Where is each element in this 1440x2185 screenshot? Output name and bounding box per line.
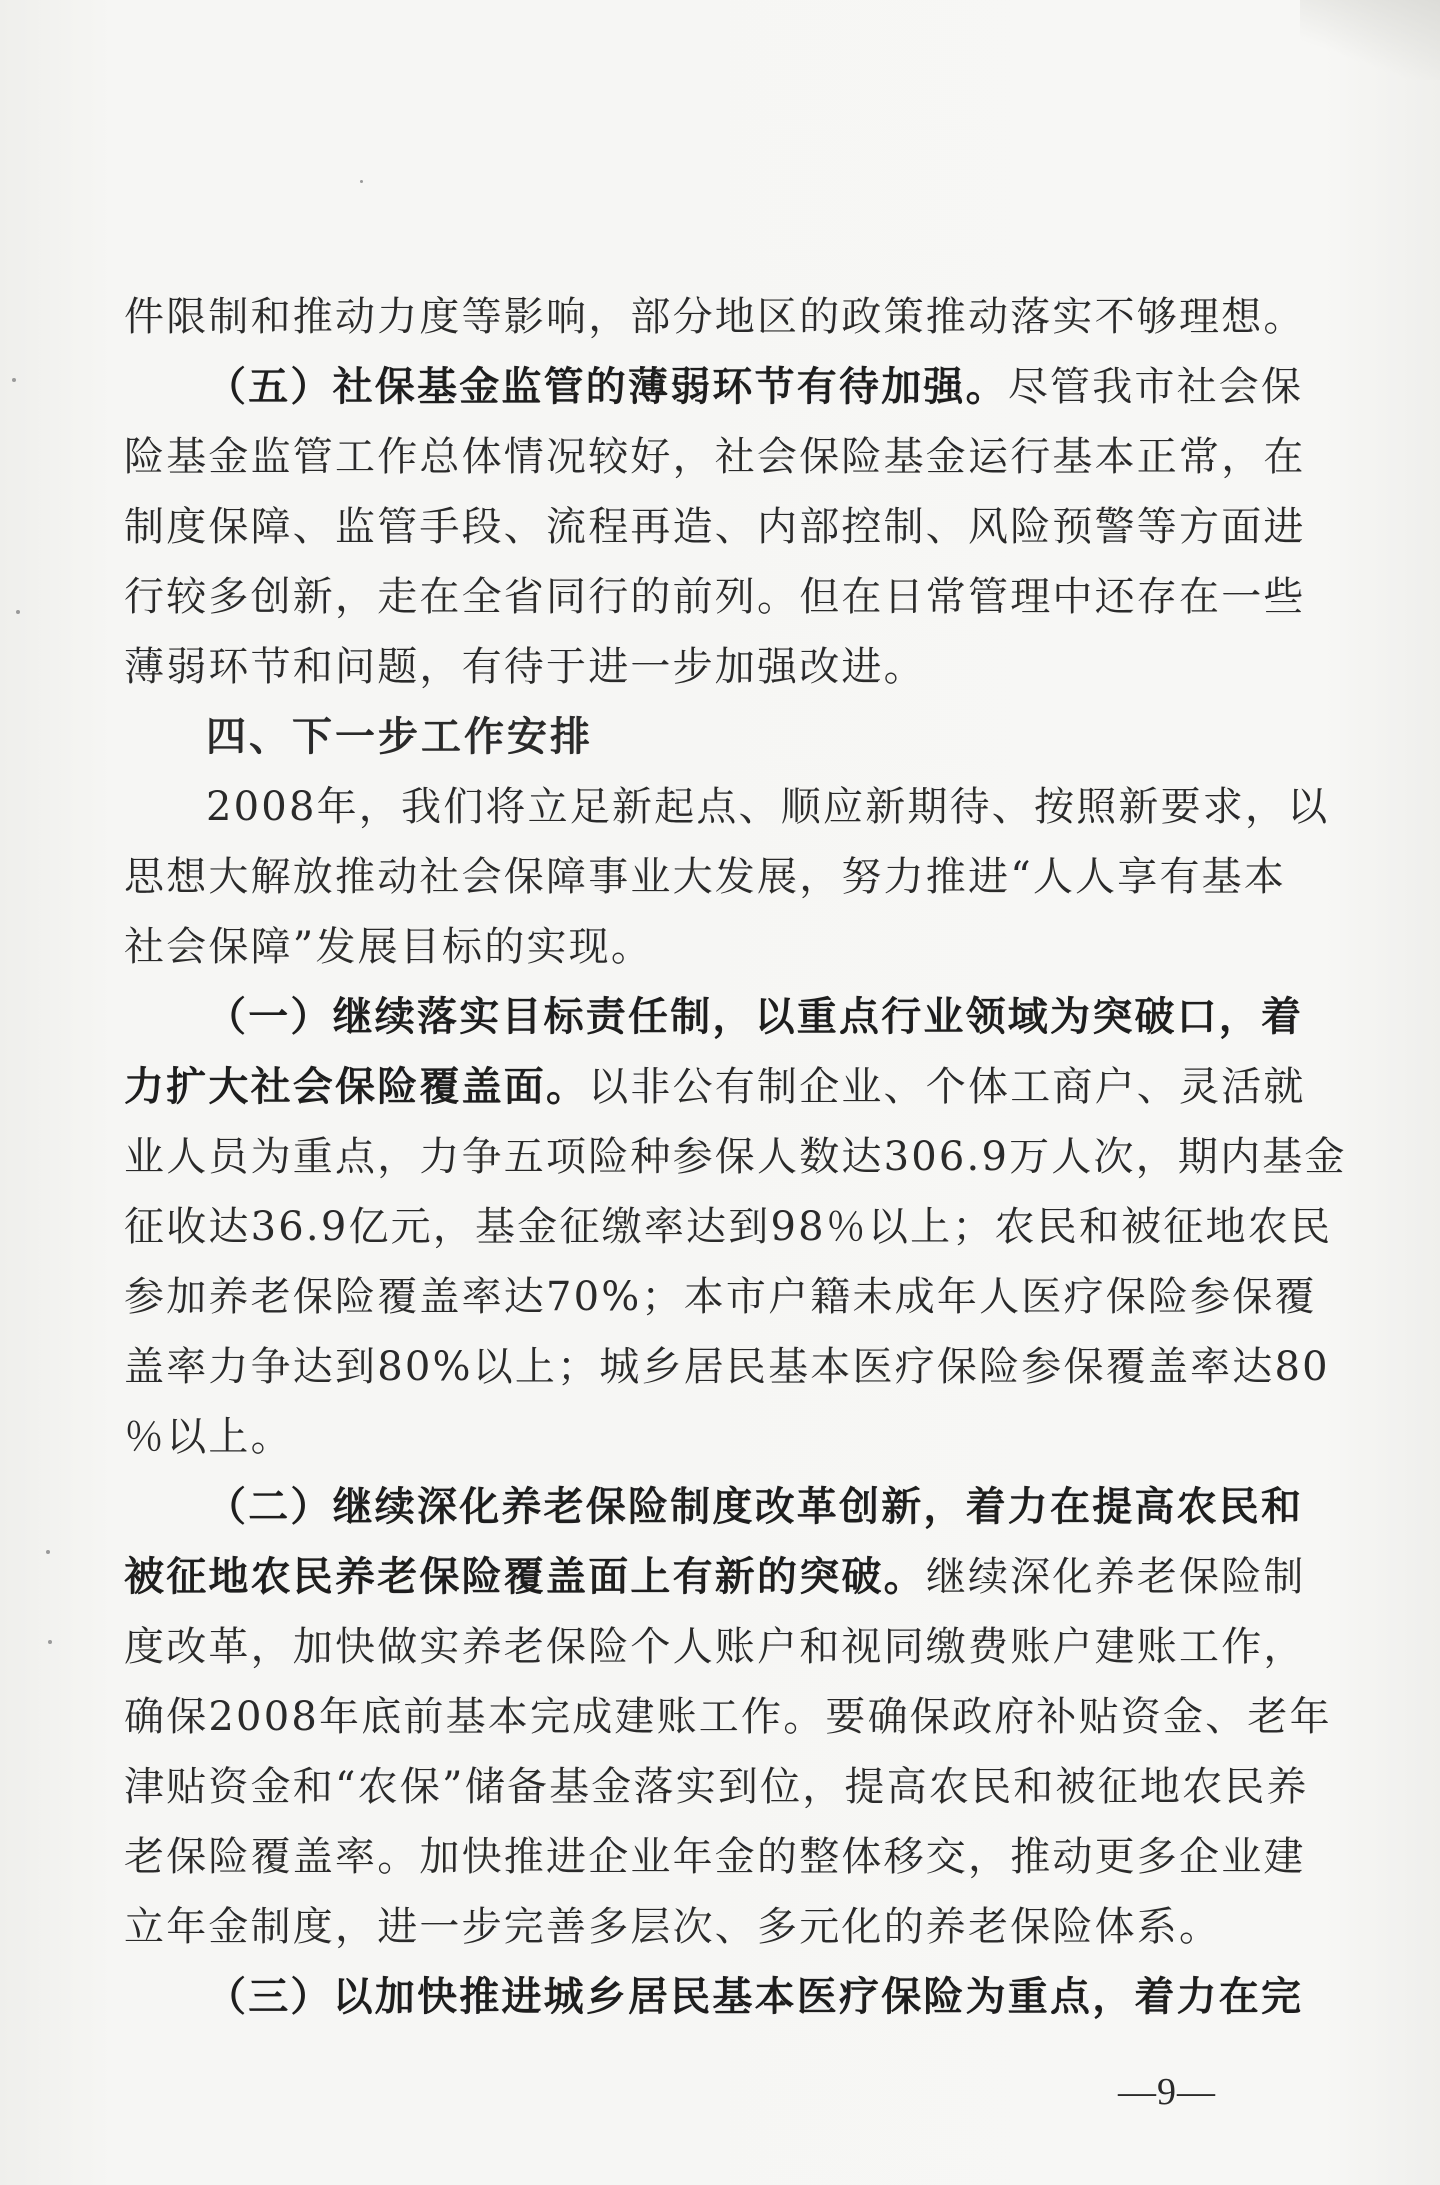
section-heading-2: （二）继续深化养老保险制度改革创新，着力在提高农民和	[206, 1483, 1304, 1530]
paragraph-text: 以非公有制企业、个体工商户、灵活就	[588, 1064, 1306, 1110]
text-line: 行较多创新，走在全省同行的前列。但在日常管理中还存在一些	[124, 574, 1306, 620]
text-line: 参加养老保险覆盖率达70%；本市户籍未成年人医疗保险参保覆	[124, 1274, 1317, 1320]
scan-speck	[48, 1640, 52, 1644]
text-line: 件限制和推动力度等影响，部分地区的政策推动落实不够理想。	[124, 294, 1306, 340]
section-heading-5: （五）社保基金监管的薄弱环节有待加强。	[206, 363, 1008, 410]
text-line: 制度保障、监管手段、流程再造、内部控制、风险预警等方面进	[124, 504, 1306, 550]
section-heading-2-cont: 被征地农民养老保险覆盖面上有新的突破。	[124, 1553, 926, 1600]
scan-speck	[12, 378, 16, 382]
text-line: 立年金制度，进一步完善多层次、多元化的养老保险体系。	[124, 1904, 1222, 1950]
text-line: 盖率力争达到80%以上；城乡居民基本医疗保险参保覆盖率达80	[124, 1344, 1330, 1390]
section-heading-1-cont: 力扩大社会保险覆盖面。	[124, 1063, 589, 1110]
scan-speck	[360, 180, 363, 183]
paragraph-text: 尽管我市社会保	[1007, 364, 1304, 410]
text-line: 社会保障”发展目标的实现。	[124, 924, 654, 970]
text-line: 薄弱环节和问题，有待于进一步加强改进。	[124, 644, 926, 690]
text-line: 2008年，我们将立足新起点、顺应新期待、按照新要求，以	[206, 784, 1330, 830]
section-heading-3: （三）以加快推进城乡居民基本医疗保险为重点，着力在完	[206, 1973, 1304, 2020]
text-line: 险基金监管工作总体情况较好，社会保险基金运行基本正常，在	[124, 434, 1306, 480]
text-line	[124, 1052, 1306, 1122]
section-heading-1: （一）继续落实目标责任制，以重点行业领域为突破口，着	[206, 993, 1304, 1040]
page-number: —9—	[1118, 2071, 1216, 2113]
scan-speck	[46, 1550, 50, 1554]
scan-corner-shadow	[1300, 0, 1440, 80]
text-line: 津贴资金和“农保”储备基金落实到位，提高农民和被征地农民养	[124, 1764, 1309, 1810]
scan-speck	[16, 610, 20, 614]
paragraph-text: 继续深化养老保险制	[925, 1554, 1306, 1600]
chapter-heading: 四、下一步工作安排	[206, 714, 593, 760]
text-line: ％以上。	[124, 1414, 293, 1460]
text-line: 思想大解放推动社会保障事业大发展，努力推进“人人享有基本	[124, 854, 1287, 900]
body-text	[124, 282, 1347, 2032]
text-line	[124, 352, 1304, 422]
text-line: 确保2008年底前基本完成建账工作。要确保政府补贴资金、老年	[124, 1694, 1332, 1740]
text-line: 征收达36.9亿元，基金征缴率达到98％以上；农民和被征地农民	[124, 1204, 1333, 1250]
text-line: 老保险覆盖率。加快推进企业年金的整体移交，推动更多企业建	[124, 1834, 1306, 1880]
text-line	[124, 1542, 1306, 1612]
text-line: 度改革，加快做实养老保险个人账户和视同缴费账户建账工作，	[124, 1624, 1306, 1670]
text-line: 业人员为重点，力争五项险种参保人数达306.9万人次，期内基金	[124, 1134, 1347, 1180]
